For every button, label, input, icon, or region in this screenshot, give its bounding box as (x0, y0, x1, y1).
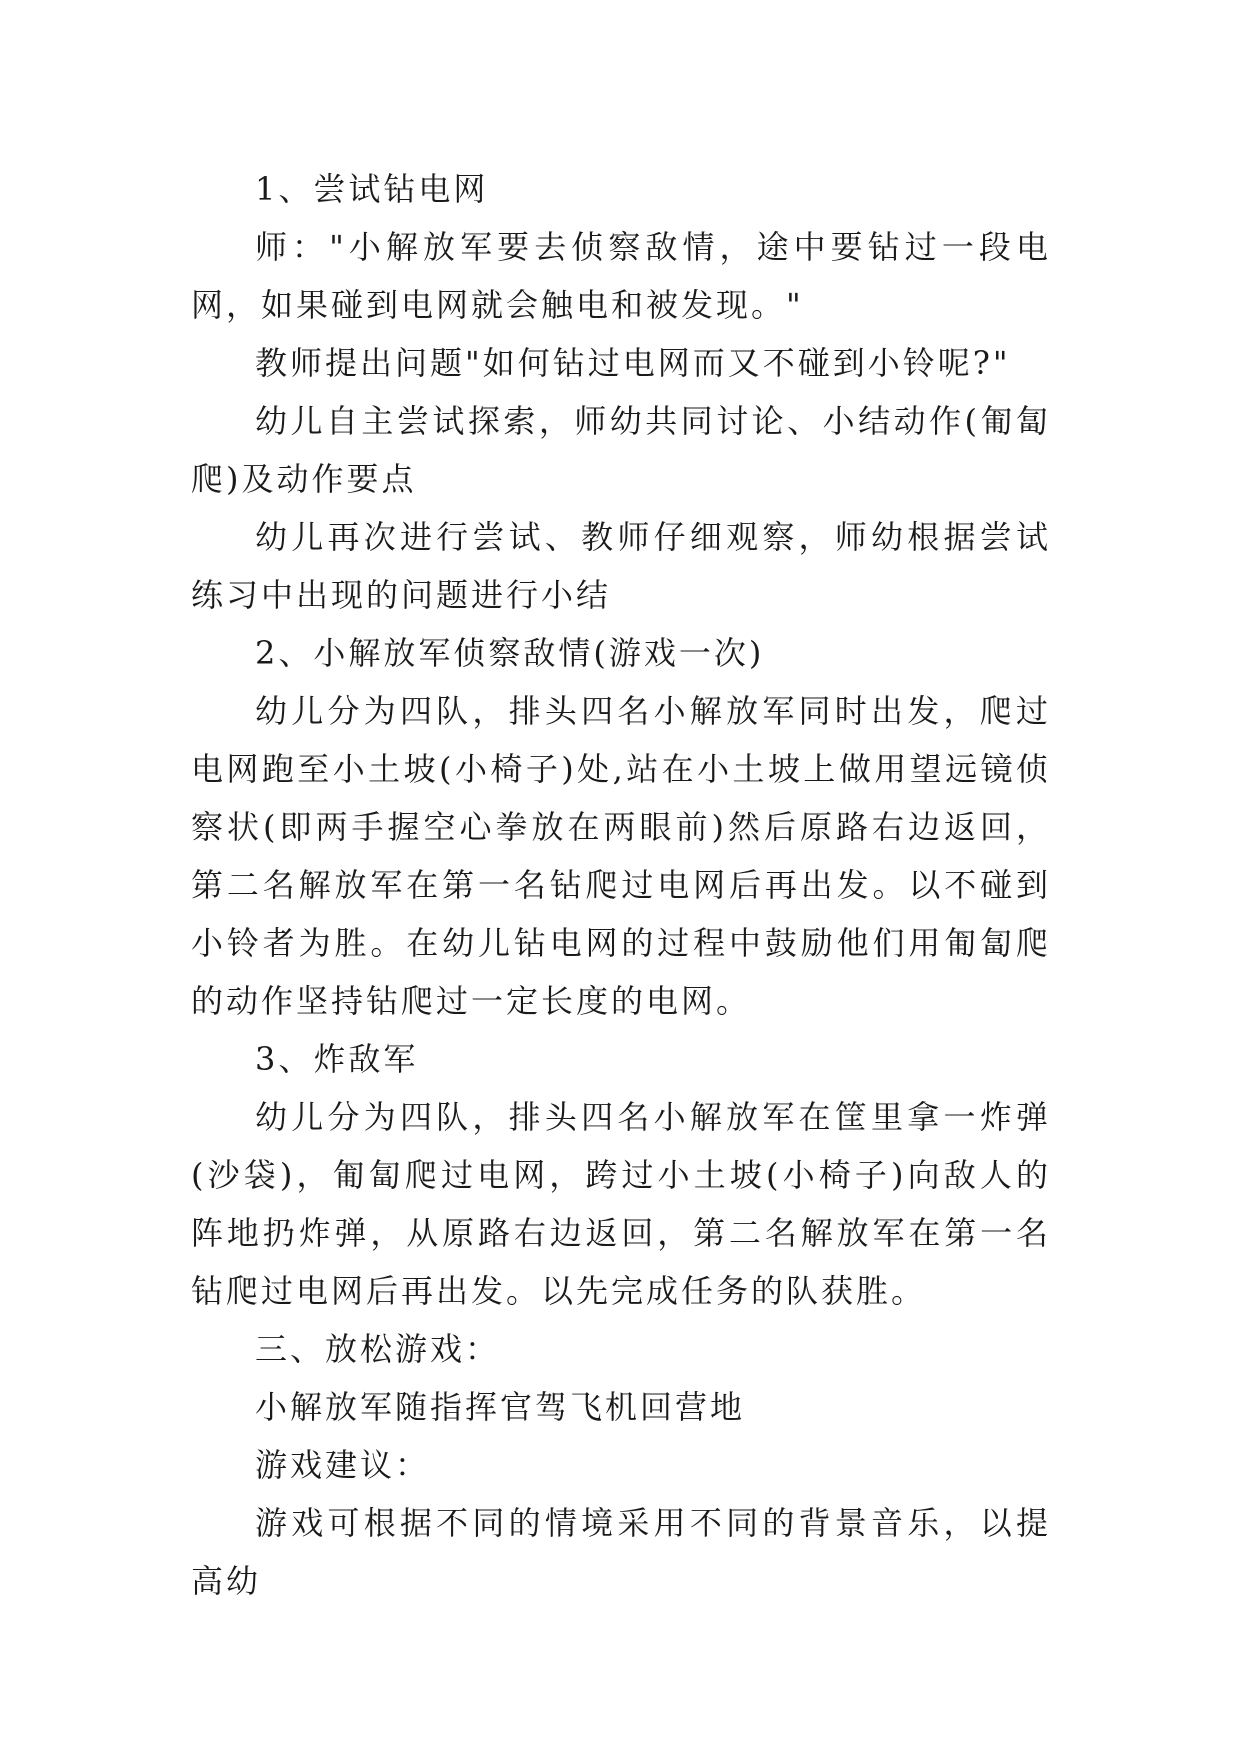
paragraph-suggestion-body: 游戏可根据不同的情境采用不同的背景音乐，以提高幼 (191, 1504, 1051, 1600)
paragraph-step-2-body: 幼儿分为四队，排头四名小解放军同时出发，爬过电网跑至小土坡(小椅子)处,站在小土坡上做用望远镜侦察状(即两手握空心拳放在两眼前)然后原路右边返回，第二名解放军在第一名钻爬过电网后再出发。以不碰到小铃者为胜。在幼儿钻电网的过程中鼓励他们用匍匐爬的动作坚持钻爬过一定长度的电网。 (191, 692, 1051, 1020)
paragraph-step-1-heading: 1、尝试钻电网 (255, 170, 489, 208)
paragraph-step-3-heading: 3、炸敌军 (255, 1040, 419, 1078)
paragraph-teacher-intro: 师："小解放军要去侦察敌情，途中要钻过一段电网，如果碰到电网就会触电和被发现。" (191, 228, 1051, 324)
paragraph-section-3-heading: 三、放松游戏： (255, 1330, 501, 1368)
paragraph-retry: 幼儿再次进行尝试、教师仔细观察，师幼根据尝试练习中出现的问题进行小结 (191, 518, 1051, 614)
paragraph-step-2-heading: 2、小解放军侦察敌情(游戏一次) (255, 634, 765, 672)
paragraph-suggestion-heading: 游戏建议： (255, 1446, 431, 1484)
paragraph-teacher-question: 教师提出问题"如何钻过电网而又不碰到小铃呢?" (255, 344, 1011, 382)
paragraph-step-3-body: 幼儿分为四队，排头四名小解放军在筐里拿一炸弹(沙袋)，匍匐爬过电网，跨过小土坡(小椅子)向敌人的阵地扔炸弹，从原路右边返回，第二名解放军在第一名钻爬过电网后再出发。以先完成任务的队获胜。 (191, 1098, 1051, 1310)
paragraph-self-explore: 幼儿自主尝试探索，师幼共同讨论、小结动作(匍匐爬)及动作要点 (191, 402, 1051, 498)
document-body (191, 160, 1051, 1610)
paragraph-relax-game: 小解放军随指挥官驾飞机回营地 (255, 1388, 746, 1426)
